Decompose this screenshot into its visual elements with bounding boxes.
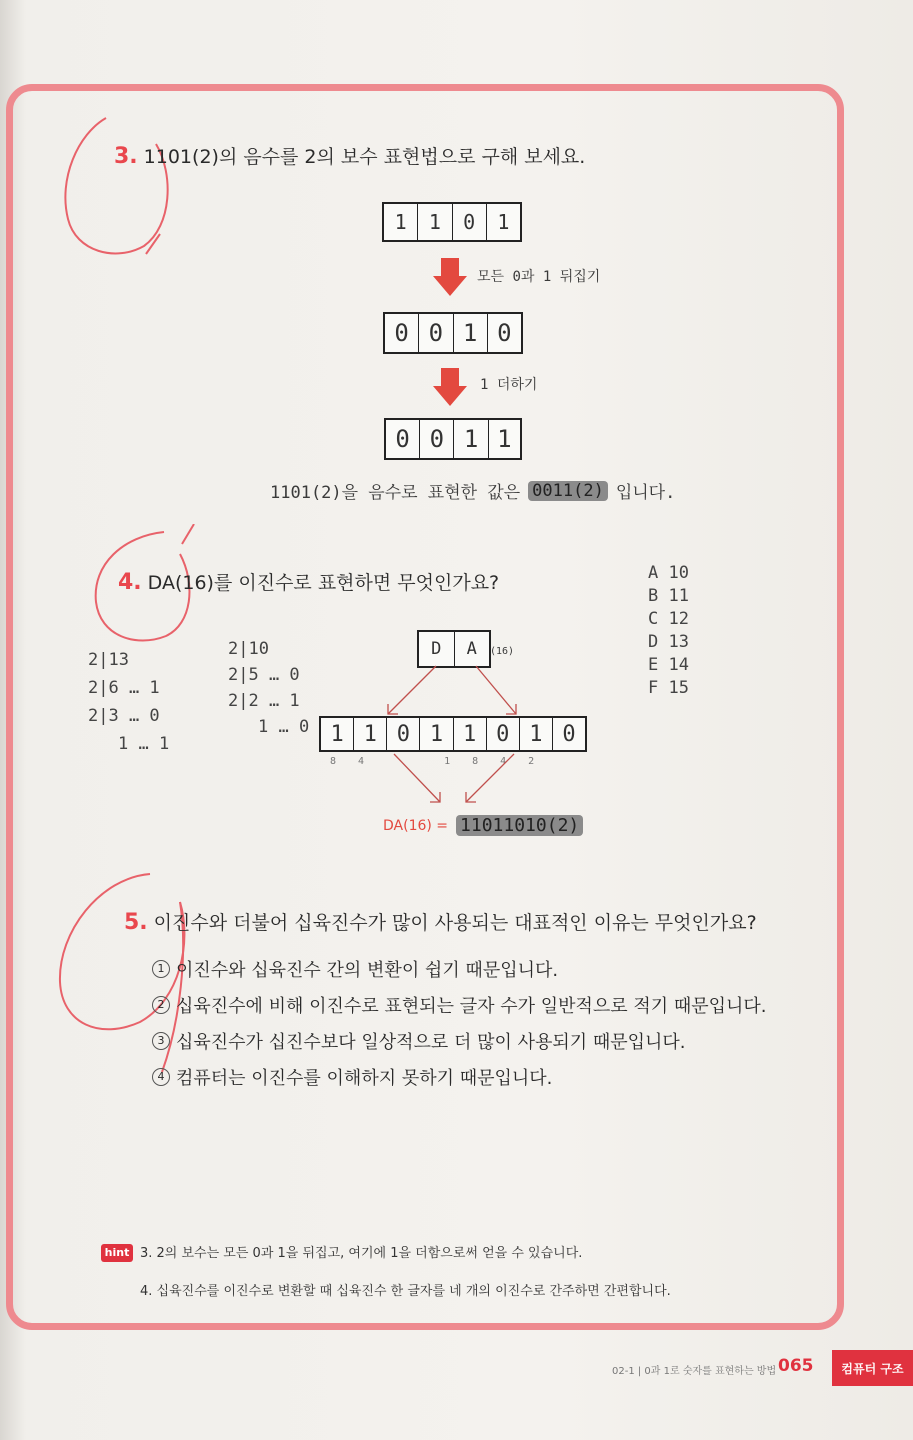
- q3-arrow1-label: 모든 0과 1 뒤집기: [477, 269, 601, 285]
- q4-binary-box: [319, 716, 587, 752]
- q3-row-2: [383, 312, 523, 354]
- bit-cell: 1: [454, 420, 488, 458]
- q3-number: 3.: [114, 144, 138, 169]
- merge-arrows: [384, 752, 524, 806]
- bit-cell: 0: [562, 721, 576, 747]
- q3-row-1: [382, 202, 522, 242]
- q5-text: 이진수와 더불어 십육진수가 많이 사용되는 대표적인 이유는 무엇인가요?: [153, 912, 757, 934]
- bit-cell: 0: [386, 420, 420, 458]
- option-text: 컴퓨터는 이진수를 이해하지 못하기 때문입니다.: [176, 1068, 553, 1089]
- calc-line: 1 … 1: [118, 734, 170, 754]
- q4-result-value: 11011010(2): [456, 815, 583, 836]
- q3-answer-value: 0011(2): [528, 481, 608, 501]
- hex-table-row: C 12: [648, 609, 689, 629]
- bit-cell: 1: [497, 210, 510, 234]
- q4-text: DA(16)를 이진수로 표현하면 무엇인가요?: [147, 572, 500, 594]
- q4-number: 4.: [118, 570, 142, 595]
- place-value: 4: [358, 756, 365, 767]
- chapter-tag: 컴퓨터 구조: [832, 1350, 913, 1386]
- q3-answer-suffix: 입니다.: [615, 483, 676, 503]
- calc-line: 2|6 … 1: [88, 678, 160, 698]
- option-number: 4: [152, 1068, 170, 1086]
- q3-answer-line: [270, 478, 675, 503]
- bit-cell: 1: [384, 204, 418, 240]
- place-value: 2: [528, 756, 535, 767]
- option-text: 이진수와 십육진수 간의 변환이 쉽기 때문입니다.: [176, 960, 559, 981]
- q4-hex-box: [417, 630, 491, 668]
- hex-table-row: F 15: [648, 678, 689, 698]
- option-number: 3: [152, 1032, 170, 1050]
- place-value: 8: [472, 756, 479, 767]
- bit-cell: 1: [354, 718, 387, 750]
- bit-cell: 0: [420, 420, 454, 458]
- hex-cell: A: [466, 639, 477, 659]
- calc-right: [228, 636, 309, 740]
- q3-text: 1101(2)의 음수를 2의 보수 표현법으로 구해 보세요.: [143, 146, 586, 168]
- bit-cell: 0: [419, 314, 453, 352]
- q5-option-3[interactable]: [152, 1028, 686, 1054]
- calc-line: 2|2 … 1: [228, 691, 300, 711]
- calc-line: 2|10: [228, 639, 269, 659]
- q4-heading: [118, 568, 499, 595]
- bit-cell: 1: [520, 718, 553, 750]
- place-value: 1: [444, 756, 451, 767]
- q5-heading: [124, 908, 757, 935]
- hex-table-row: E 14: [648, 655, 689, 675]
- bit-cell: 0: [453, 204, 487, 240]
- bit-cell: 0: [487, 718, 520, 750]
- q5-option-2[interactable]: [152, 992, 767, 1018]
- hex-table: [648, 562, 689, 700]
- hint-line-1: 3. 2의 보수는 모든 0과 1을 뒤집고, 여기에 1을 더함으로써 얻을 수 있습니다.: [140, 1246, 583, 1261]
- calc-line: 2|3 … 0: [88, 706, 160, 726]
- option-number: 2: [152, 996, 170, 1014]
- hex-cell: D: [419, 632, 455, 666]
- bit-cell: 1: [420, 718, 453, 750]
- down-arrow-icon: [433, 258, 467, 296]
- hint-line-2: 4. 십육진수를 이진수로 변환할 때 십육진수 한 글자를 네 개의 이진수로 간주하면 간편합니다.: [140, 1284, 671, 1299]
- bit-cell: 1: [497, 425, 512, 453]
- option-text: 십육진수에 비해 이진수로 표현되는 글자 수가 일반적으로 적기 때문입니다.: [176, 996, 767, 1017]
- calc-left: [88, 646, 169, 758]
- page-number: 065: [778, 1356, 814, 1376]
- split-arrows: [380, 664, 520, 718]
- footer-section: 02-1 | 0과 1로 숫자를 표현하는 방법: [612, 1366, 777, 1377]
- bit-cell: 0: [385, 314, 419, 352]
- place-value: 4: [500, 756, 507, 767]
- q3-heading: [114, 142, 585, 169]
- hex-table-row: B 11: [648, 586, 689, 606]
- q3-row-3: [384, 418, 522, 460]
- bit-cell: 0: [497, 319, 512, 347]
- hex-table-row: D 13: [648, 632, 689, 652]
- q4-result-line: [383, 815, 583, 836]
- q5-option-1[interactable]: [152, 956, 558, 982]
- option-text: 십육진수가 십진수보다 일상적으로 더 많이 사용되기 때문입니다.: [176, 1032, 686, 1053]
- q4-result-prefix: DA(16) =: [383, 817, 449, 834]
- calc-line: 2|13: [88, 650, 129, 670]
- calc-line: 2|5 … 0: [228, 665, 300, 685]
- bit-cell: 0: [387, 718, 420, 750]
- down-arrow-icon: [433, 368, 467, 406]
- hex-table-row: A 10: [648, 563, 689, 583]
- q5-number: 5.: [124, 910, 148, 935]
- q3-arrow2-label: 1 더하기: [480, 377, 538, 393]
- hand-drawn-check-mark-q3: [48, 104, 178, 264]
- bit-cell: 1: [454, 314, 488, 352]
- q5-option-4[interactable]: [152, 1064, 552, 1090]
- bit-cell: 1: [418, 204, 452, 240]
- hint-badge: hint: [101, 1244, 133, 1262]
- q4-hex-base: (16): [490, 646, 515, 657]
- bit-cell: 1: [321, 718, 354, 750]
- calc-line: 1 … 0: [258, 717, 310, 737]
- place-value: 8: [330, 756, 337, 767]
- q3-answer-prefix: 1101(2)을 음수로 표현한 값은: [270, 483, 521, 503]
- bit-cell: 1: [454, 718, 487, 750]
- option-number: 1: [152, 960, 170, 978]
